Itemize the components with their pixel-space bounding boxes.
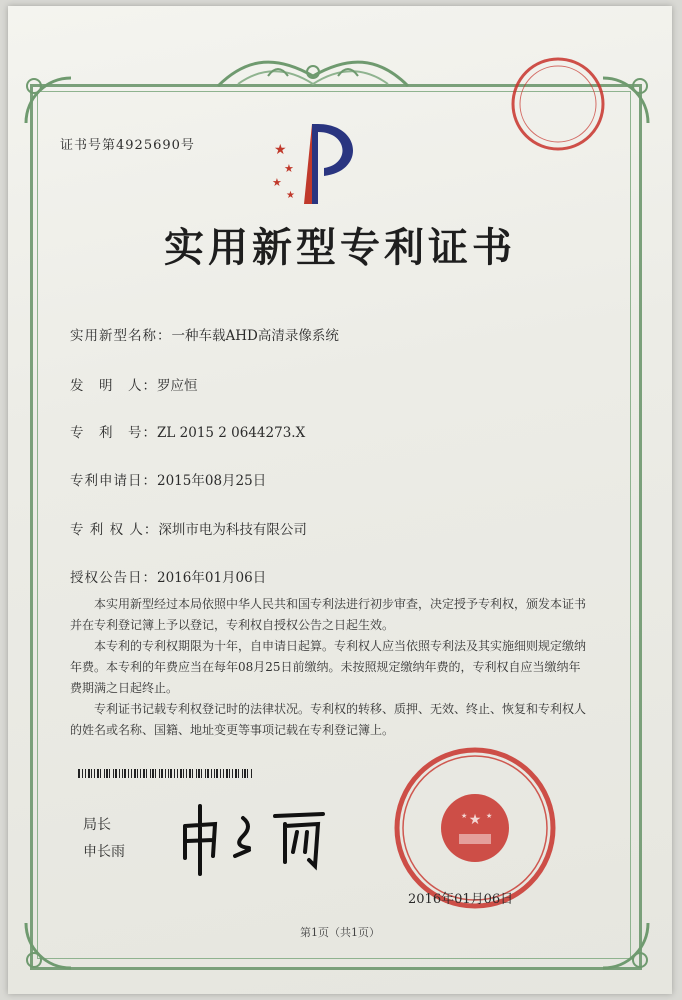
svg-text:★: ★ — [272, 176, 282, 189]
field-value: 深圳市电为科技有限公司 — [158, 522, 307, 538]
field-inventor — [70, 374, 198, 394]
barcode — [78, 769, 253, 778]
field-value: 一种车载AHD高清录像系统 — [171, 328, 339, 344]
patent-office-logo — [266, 116, 376, 211]
body-paragraph: 本实用新型经过本局依照中华人民共和国专利法进行初步审查，决定授予专利权，颁发本证书并在专利登记簿上予以登记，专利权自授权公告之日起生效。 — [70, 597, 587, 632]
top-ornament — [208, 46, 418, 96]
svg-text:★: ★ — [284, 162, 294, 175]
certificate-paper — [8, 6, 672, 994]
agency-seal — [508, 54, 608, 154]
field-label: 发 明 人： — [70, 378, 157, 394]
field-application-date — [70, 469, 266, 489]
field-value: 2016年01月06日 — [157, 570, 267, 586]
certificate-number: 证书号第4925690号 — [60, 138, 195, 153]
svg-text:★: ★ — [274, 142, 287, 158]
official-seal — [393, 746, 558, 911]
corner-ornament — [16, 68, 76, 128]
page-number: 第1页（共1页） — [300, 926, 380, 939]
certificate-title: 实用新型专利证书 — [164, 224, 516, 271]
body-paragraph: 本专利的专利权期限为十年，自申请日起算。专利权人应当依照专利法及其实施细则规定缴纳年费。本专利的年费应当在每年08月25日前缴纳。未按照规定缴纳年费的，专利权自应当缴纳年费期满之日起终止。 — [70, 639, 587, 695]
officer-title: 局长 — [83, 817, 111, 833]
field-value: ZL 2015 2 0644273.X — [157, 425, 306, 441]
field-value: 罗应恒 — [157, 378, 198, 394]
field-label: 实用新型名称： — [70, 328, 172, 344]
grant-date: 2016年01月06日 — [408, 892, 514, 907]
field-value: 2015年08月25日 — [157, 473, 267, 489]
certificate-body — [70, 594, 590, 741]
field-label: 专 利 权 人： — [70, 522, 159, 538]
svg-text:★: ★ — [468, 812, 482, 828]
svg-text:★: ★ — [461, 812, 468, 820]
svg-text:★: ★ — [486, 812, 493, 820]
officer-name: 申长雨 — [83, 844, 125, 860]
field-utility-model-name — [70, 324, 339, 344]
field-patentee — [70, 518, 307, 538]
svg-text:★: ★ — [286, 190, 295, 201]
field-patent-number — [70, 421, 305, 441]
field-label: 授权公告日： — [70, 570, 157, 586]
signature — [173, 796, 343, 876]
body-paragraph: 专利证书记载专利权登记时的法律状况。专利权的转移、质押、无效、终止、恢复和专利权人的姓名或名称、国籍、地址变更等事项记载在专利登记簿上。 — [70, 702, 587, 737]
field-label: 专利申请日： — [70, 473, 157, 489]
field-grant-announcement-date — [70, 566, 266, 586]
field-label: 专 利 号： — [70, 425, 157, 441]
